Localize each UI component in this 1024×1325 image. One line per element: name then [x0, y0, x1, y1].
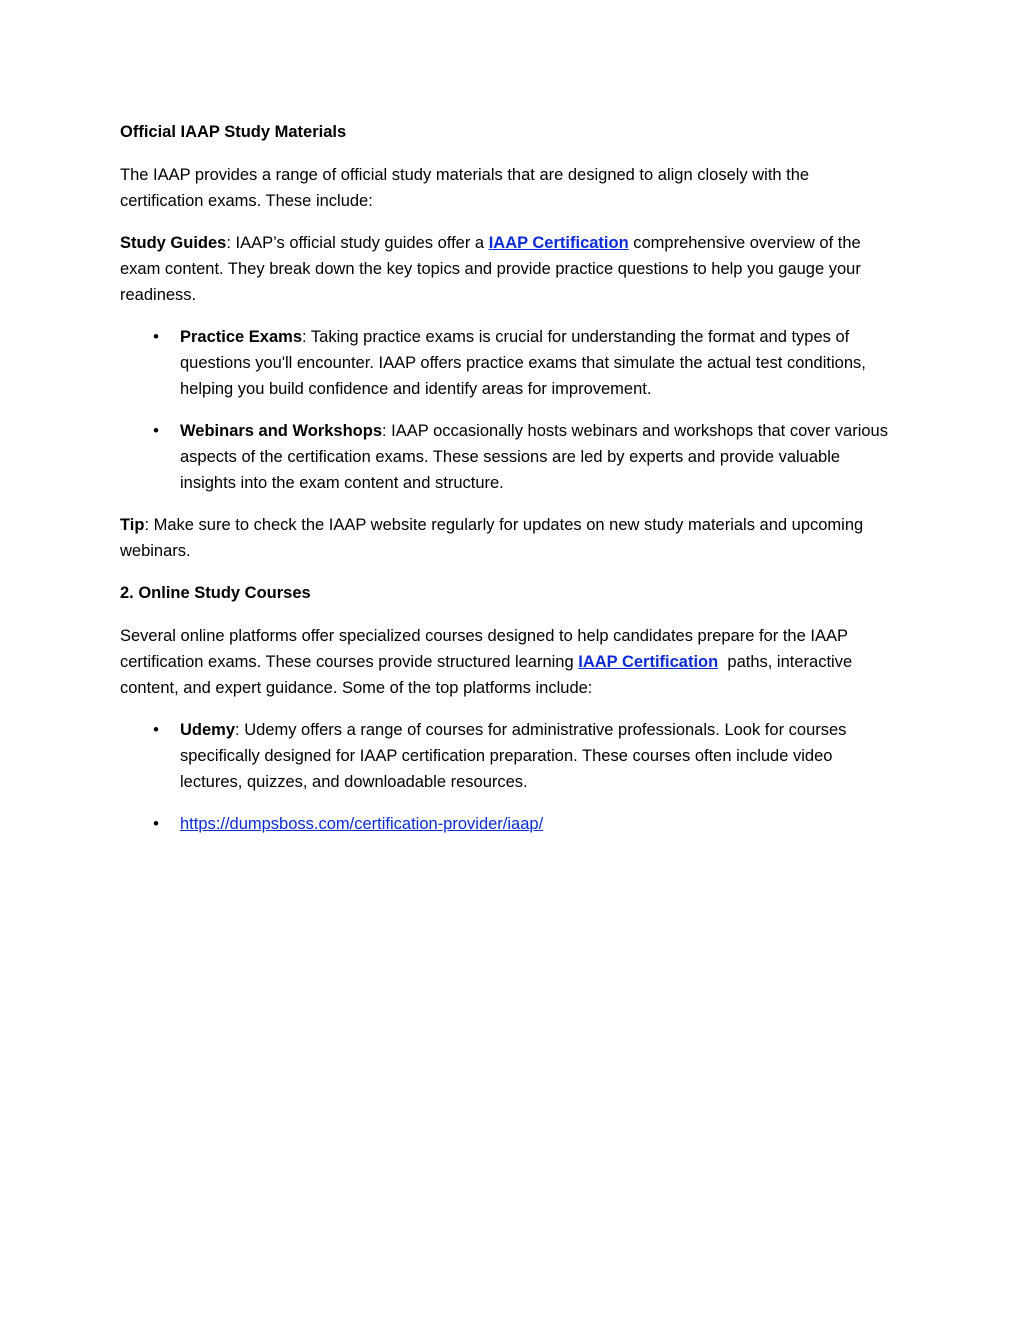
- study-guides-text-before: : IAAP’s official study guides offer a: [226, 234, 489, 252]
- tip-paragraph: [120, 512, 895, 564]
- iaap-certification-link[interactable]: IAAP Certification: [488, 234, 629, 252]
- study-guides-text-after: comprehensive overview of the exam content. They break down the key topics and provide practice questions to help you gauge your readiness.: [120, 234, 861, 304]
- tip-label: Tip: [120, 516, 145, 534]
- section-heading-official-materials: Official IAAP Study Materials: [120, 123, 347, 141]
- list-item-webinars-workshops: [153, 418, 895, 496]
- list-item-url: [153, 811, 895, 837]
- bullet: •: [153, 815, 159, 833]
- practice-exams-label: Practice Exams: [180, 328, 303, 346]
- bullet: •: [153, 422, 159, 440]
- online-platforms-list: [120, 717, 895, 837]
- bullet: •: [153, 328, 159, 346]
- list-item-udemy: [153, 717, 895, 795]
- udemy-label: Udemy: [180, 721, 236, 739]
- tip-text: : Make sure to check the IAAP website regularly for updates on new study materials and upcoming webinars.: [120, 516, 864, 560]
- practice-exams-text: : Taking practice exams is crucial for understanding the format and types of questions you'll encounter. IAAP offers practice exams that simulate the actual test conditions, helping you build confidence and identify areas for improvement.: [180, 328, 866, 398]
- bullet: •: [153, 721, 159, 739]
- online-courses-text-after: paths, interactive content, and expert guidance. Some of the top platforms include:: [120, 653, 857, 697]
- webinars-workshops-text: : IAAP occasionally hosts webinars and workshops that cover various aspects of the certification exams. These sessions are led by experts and provide valuable insights into the exam content and structure.: [180, 422, 888, 492]
- study-guides-label: Study Guides: [120, 234, 227, 252]
- webinars-workshops-label: Webinars and Workshops: [180, 422, 383, 440]
- study-guides-paragraph: [120, 230, 895, 308]
- document-page: [120, 119, 895, 853]
- official-materials-list: [120, 324, 895, 496]
- list-item-practice-exams: [153, 324, 895, 402]
- iaap-certification-link-2[interactable]: IAAP Certification: [578, 653, 719, 671]
- section-heading-online-courses: 2. Online Study Courses: [120, 584, 311, 602]
- dumpsboss-url-link[interactable]: https://dumpsboss.com/certification-provider/iaap/: [180, 815, 544, 833]
- udemy-text: : Udemy offers a range of courses for administrative professionals. Look for courses specifically designed for IAAP certification preparation. These courses often include video lectures, quizzes, and downloadable resources.: [180, 721, 847, 791]
- online-courses-text-before: Several online platforms offer specialized courses designed to help candidates prepare for the IAAP certification exams. These courses provide structured learning: [120, 627, 848, 671]
- intro-paragraph: The IAAP provides a range of official study materials that are designed to align closely with the certification exams. These include:: [120, 166, 810, 210]
- online-courses-paragraph: [120, 623, 895, 701]
